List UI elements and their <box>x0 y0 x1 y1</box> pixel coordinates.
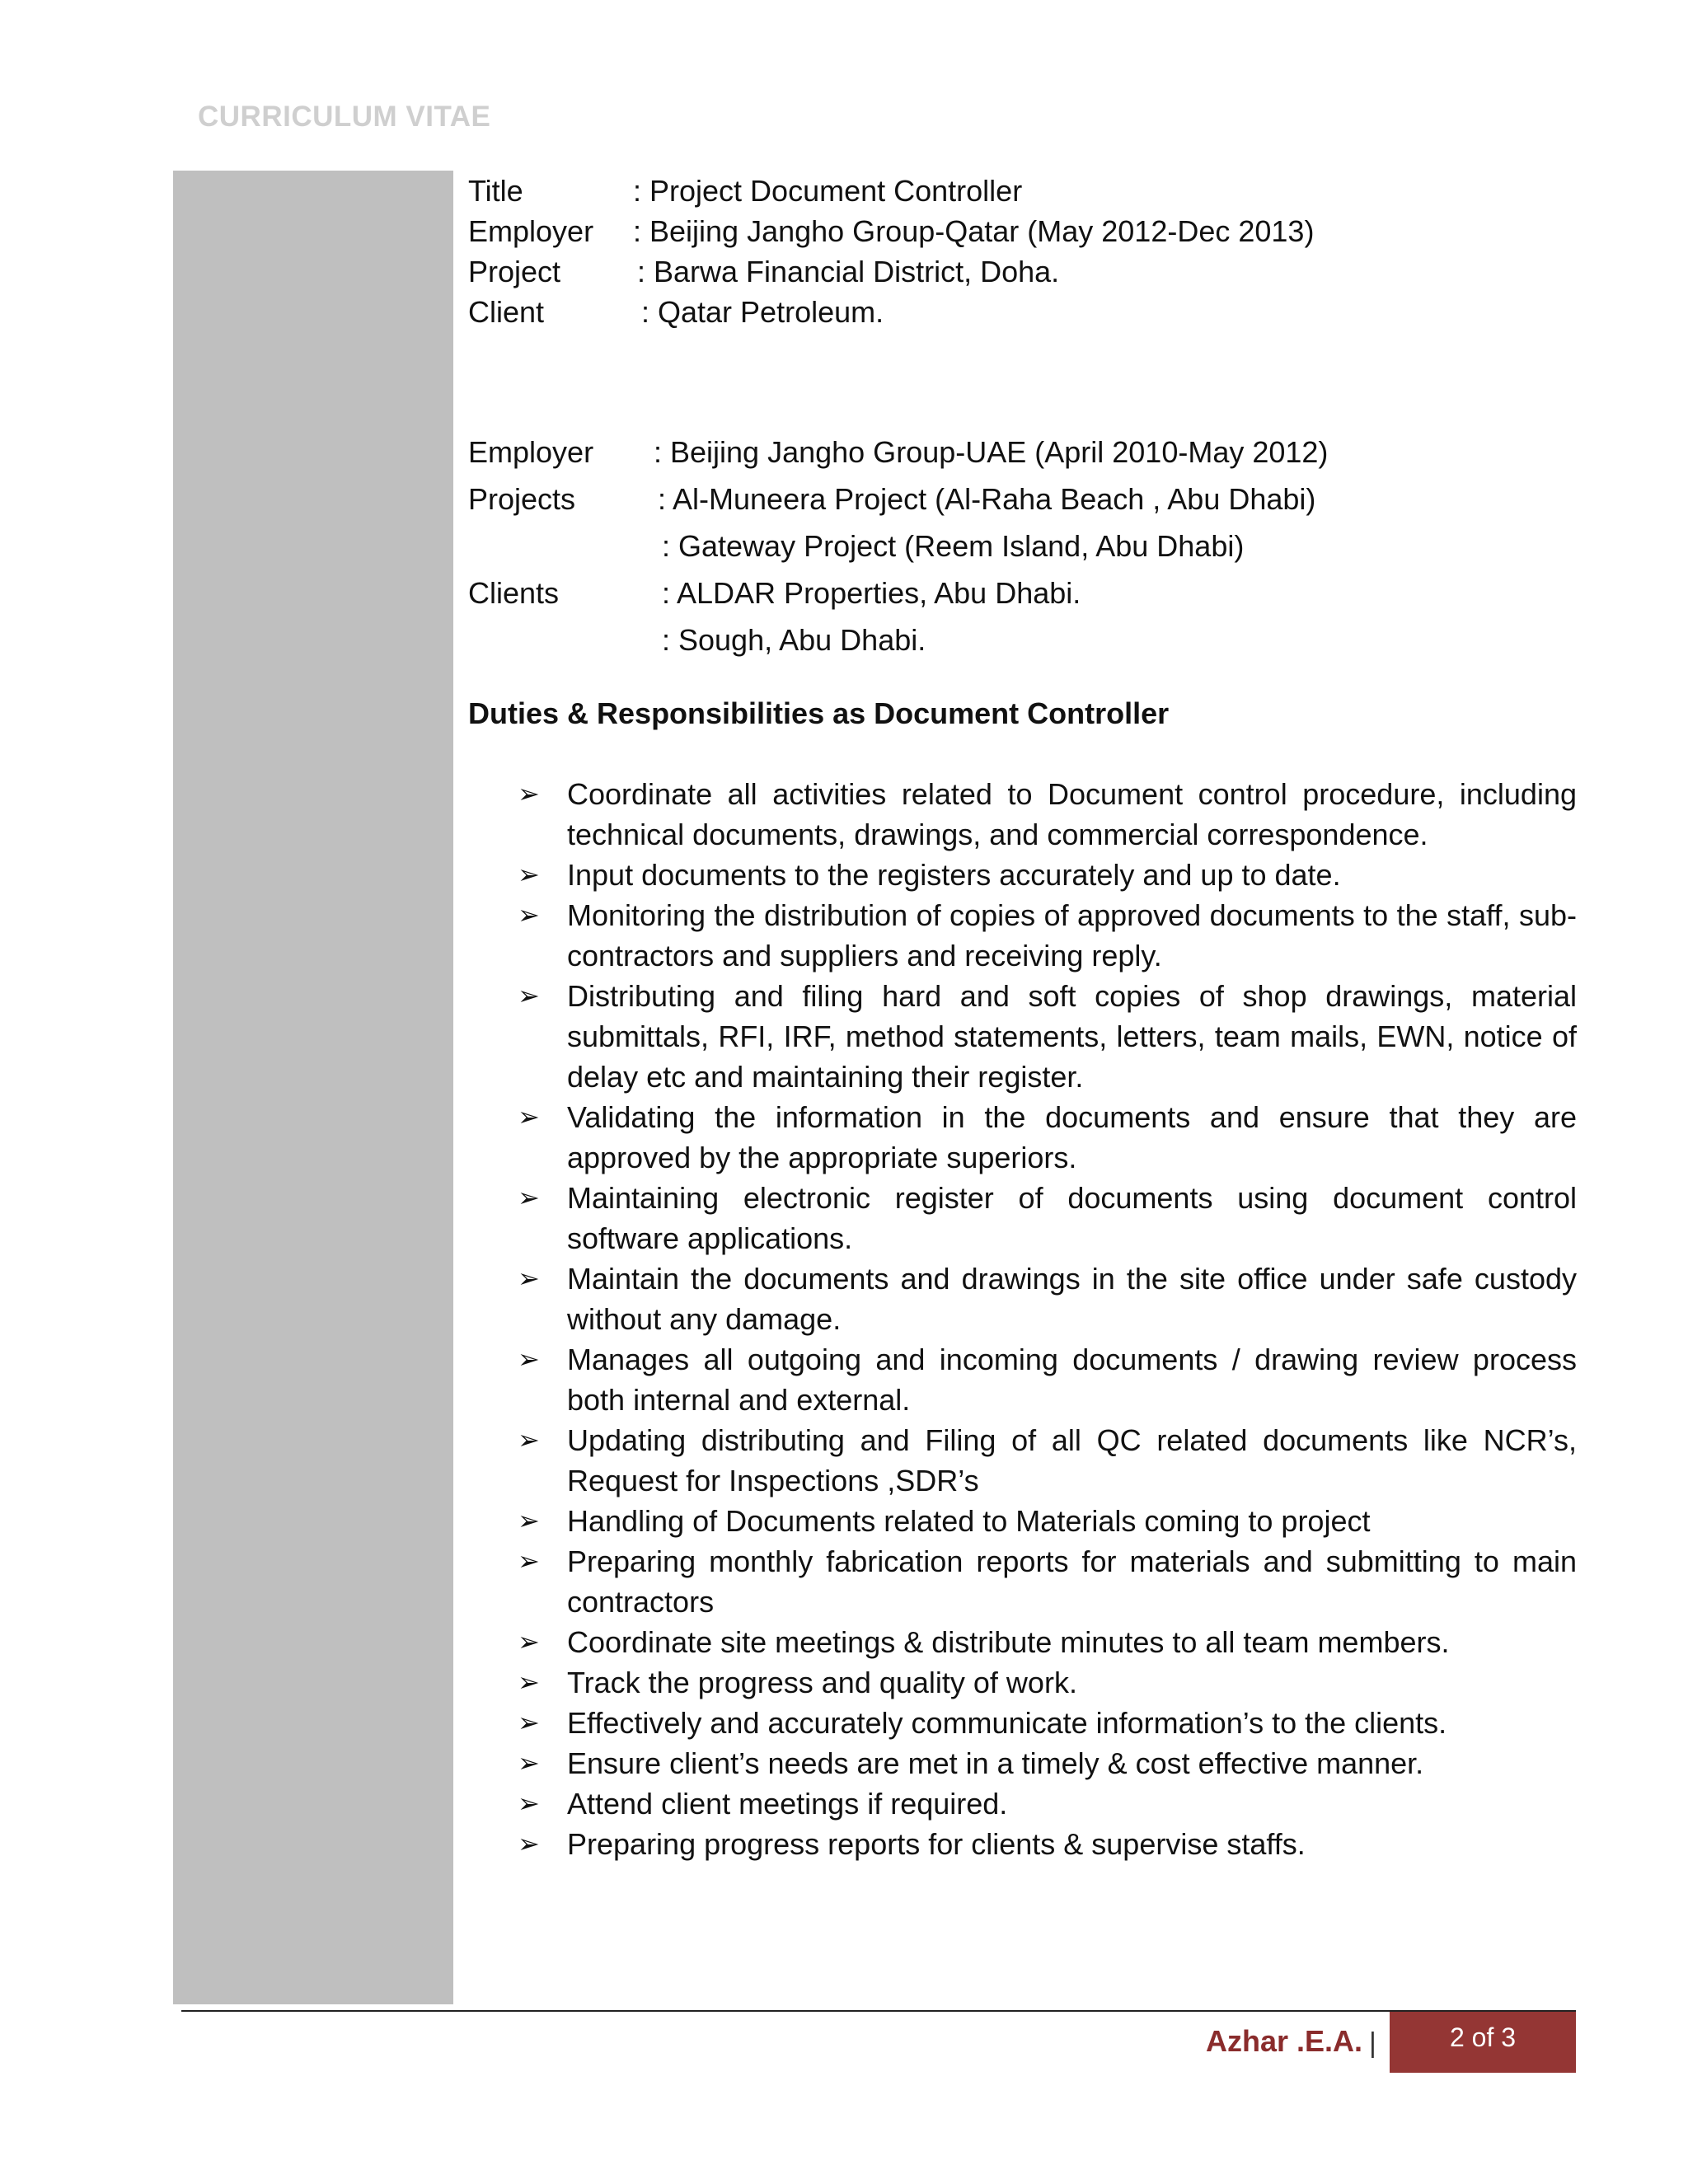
list-item <box>468 1258 1577 1339</box>
duty-text: Maintaining electronic register of documents using document control software applications. <box>567 1181 1577 1255</box>
job2-client-value: : ALDAR Properties, Abu Dhabi. <box>662 576 1081 610</box>
list-item <box>468 1178 1577 1258</box>
job2-employer-label: Employer <box>468 435 594 469</box>
duty-text: Preparing monthly fabrication reports for materials and submitting to main contractors <box>567 1544 1577 1619</box>
duty-text: Attend client meetings if required. <box>567 1787 1008 1821</box>
list-item <box>468 1420 1577 1501</box>
duty-text: Maintain the documents and drawings in the site office under safe custody without any damage. <box>567 1262 1577 1336</box>
list-item <box>468 895 1577 976</box>
duty-text: Handling of Documents related to Materials coming to project <box>567 1504 1371 1538</box>
arrowhead-bullet-icon: ➢ <box>518 1828 540 1859</box>
duty-text: Preparing progress reports for clients & supervise staffs. <box>567 1827 1306 1861</box>
list-item <box>468 1703 1577 1743</box>
arrowhead-bullet-icon: ➢ <box>518 859 540 890</box>
duty-text: Monitoring the distribution of copies of approved documents to the staff, sub-contractors and suppliers and receiving reply. <box>567 898 1577 972</box>
duty-text: Effectively and accurately communicate information’s to the clients. <box>567 1706 1447 1740</box>
list-item <box>468 1824 1577 1864</box>
list-item <box>468 1339 1577 1420</box>
duty-text: Manages all outgoing and incoming documents / drawing review process both internal and external. <box>567 1343 1577 1417</box>
duties-list <box>468 774 1577 1864</box>
job1-client-value: : Qatar Petroleum. <box>641 295 884 329</box>
arrowhead-bullet-icon: ➢ <box>518 1263 540 1294</box>
list-item <box>468 1622 1577 1662</box>
footer-divider <box>181 2010 1576 2012</box>
duty-text: Coordinate site meetings & distribute minutes to all team members. <box>567 1625 1450 1659</box>
page-number-badge: 2 of 3 <box>1390 2012 1576 2073</box>
document-header-title: CURRICULUM VITAE <box>198 101 491 133</box>
job1-client-row <box>468 292 884 332</box>
job2-project-value: : Al-Muneera Project (Al-Raha Beach , Abu Dhabi) <box>658 482 1316 516</box>
job2-clients-row <box>468 573 1081 613</box>
list-item <box>468 774 1577 855</box>
arrowhead-bullet-icon: ➢ <box>518 1666 540 1698</box>
arrowhead-bullet-icon: ➢ <box>518 1424 540 1455</box>
duty-text: Ensure client’s needs are met in a timely & cost effective manner. <box>567 1746 1424 1780</box>
arrowhead-bullet-icon: ➢ <box>518 1747 540 1779</box>
list-item <box>468 1662 1577 1703</box>
arrowhead-bullet-icon: ➢ <box>518 1101 540 1132</box>
list-item <box>468 1097 1577 1178</box>
arrowhead-bullet-icon: ➢ <box>518 1788 540 1819</box>
job2-client-value: : Sough, Abu Dhabi. <box>662 623 926 657</box>
job1-employer-label: Employer <box>468 214 594 248</box>
list-item <box>468 1743 1577 1783</box>
job1-employer-row <box>468 211 1315 251</box>
duty-text: Validating the information in the documents and ensure that they are approved by the appropriate superiors. <box>567 1100 1577 1174</box>
job1-project-label: Project <box>468 255 561 288</box>
job1-title-value: : Project Document Controller <box>633 174 1023 208</box>
list-item <box>468 1501 1577 1541</box>
list-item <box>468 1541 1577 1622</box>
arrowhead-bullet-icon: ➢ <box>518 899 540 930</box>
left-sidebar-band <box>173 171 453 2004</box>
arrowhead-bullet-icon: ➢ <box>518 1182 540 1213</box>
list-item <box>468 1783 1577 1824</box>
arrowhead-bullet-icon: ➢ <box>518 980 540 1011</box>
arrowhead-bullet-icon: ➢ <box>518 1707 540 1738</box>
arrowhead-bullet-icon: ➢ <box>518 778 540 809</box>
arrowhead-bullet-icon: ➢ <box>518 1626 540 1657</box>
job1-client-label: Client <box>468 295 545 329</box>
job2-projects-label: Projects <box>468 482 576 516</box>
arrowhead-bullet-icon: ➢ <box>518 1545 540 1577</box>
footer-author-name: Azhar .E.A. <box>1205 2024 1362 2058</box>
duty-text: Input documents to the registers accurately and up to date. <box>567 858 1341 892</box>
duty-text: Distributing and filing hard and soft copies of shop drawings, material submittals, RFI, IRF, method statements, letters, team mails, EWN, notice of delay etc and maintaining their register. <box>567 979 1577 1094</box>
job1-title-row <box>468 171 1023 211</box>
job2-employer-value: : Beijing Jangho Group-UAE (April 2010-May 2012) <box>654 435 1329 469</box>
job1-title-label: Title <box>468 174 523 208</box>
footer-separator: | <box>1369 2027 1376 2059</box>
list-item <box>468 855 1577 895</box>
job2-employer-row <box>468 432 1329 472</box>
duty-text: Updating distributing and Filing of all QC related documents like NCR’s, Request for Inspections ,SDR’s <box>567 1423 1577 1497</box>
arrowhead-bullet-icon: ➢ <box>518 1505 540 1536</box>
arrowhead-bullet-icon: ➢ <box>518 1343 540 1375</box>
duty-text: Coordinate all activities related to Document control procedure, including technical documents, drawings, and commercial correspondence. <box>567 777 1577 851</box>
job1-project-row <box>468 251 1060 292</box>
list-item <box>468 976 1577 1097</box>
job1-project-value: : Barwa Financial District, Doha. <box>637 255 1060 288</box>
job2-clients-label: Clients <box>468 576 560 610</box>
job1-employer-value: : Beijing Jangho Group-Qatar (May 2012-Dec 2013) <box>633 214 1315 248</box>
duties-heading: Duties & Responsibilities as Document Controller <box>468 696 1170 730</box>
job2-project-value: : Gateway Project (Reem Island, Abu Dhabi) <box>662 529 1245 563</box>
job2-projects-row <box>468 479 1316 519</box>
duty-text: Track the progress and quality of work. <box>567 1666 1077 1699</box>
